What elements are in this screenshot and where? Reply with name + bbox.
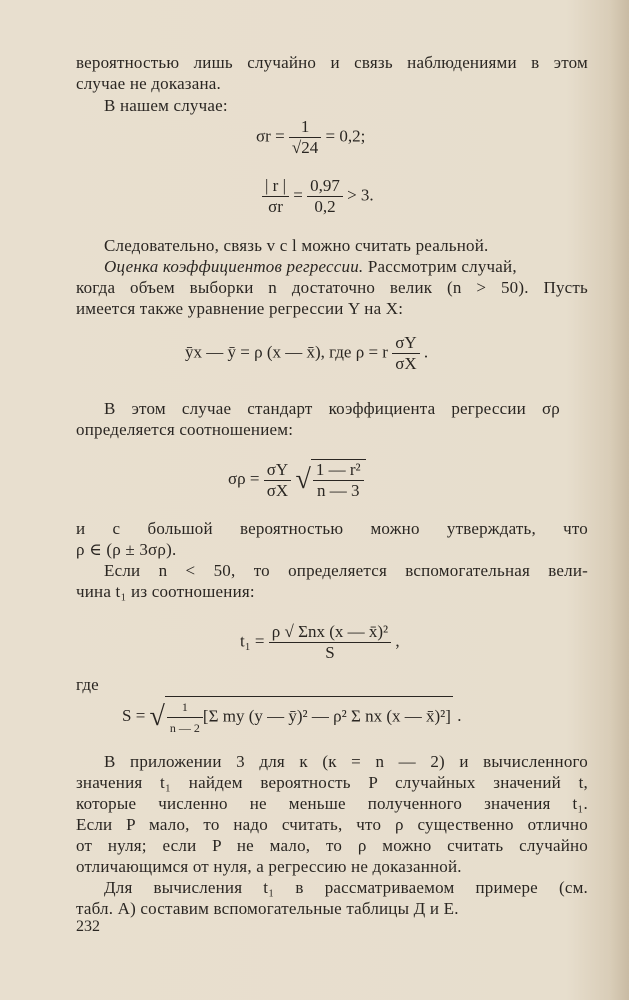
formula-end: , bbox=[395, 631, 400, 651]
text-line: В приложении 3 для к (к = n — 2) и вычисленного bbox=[104, 752, 588, 771]
formula-lhs: ȳx — ȳ = ρ (x — x̄), где ρ = r bbox=[185, 342, 388, 362]
denominator: σX bbox=[395, 354, 417, 373]
numerator: ρ √ Σnx (x — x̄)² bbox=[269, 622, 391, 643]
text-line: от нуля; если P не мало, то ρ можно считать случайно bbox=[76, 836, 588, 855]
italic-heading: Оценка коэффициентов регрессии. bbox=[104, 257, 364, 276]
formula-S bbox=[122, 696, 461, 738]
denominator: √24 bbox=[291, 138, 319, 157]
equals-sign: = bbox=[293, 185, 303, 205]
fraction bbox=[313, 460, 364, 501]
formula-lhs: σr = bbox=[256, 126, 285, 146]
formula-ratio bbox=[262, 176, 374, 217]
denominator: n — 2 bbox=[169, 721, 200, 735]
numerator: 0,97 bbox=[307, 176, 343, 197]
formula-lhs: σρ = bbox=[228, 468, 260, 488]
text-line: ρ ∈ (ρ ± 3σρ). bbox=[76, 540, 177, 559]
numerator: σY bbox=[264, 460, 291, 481]
fraction bbox=[289, 117, 321, 158]
formula-sigma-rho bbox=[228, 459, 366, 501]
text-line: чина t₁ из соотношения: bbox=[76, 582, 255, 601]
numerator: 1 — r² bbox=[313, 460, 364, 481]
fraction bbox=[264, 460, 291, 501]
text-line: В этом случае стандарт коэффициента регрессии σρ bbox=[104, 399, 560, 418]
formula-lhs: t₁ = bbox=[240, 631, 265, 651]
radicand bbox=[311, 459, 366, 501]
text-line: В нашем случае: bbox=[104, 96, 228, 115]
numerator: σY bbox=[392, 333, 419, 354]
text-line: случае не доказана. bbox=[76, 74, 221, 93]
text-line: Если n < 50, то определяется вспомогательная вели- bbox=[104, 561, 588, 580]
formula-end: . bbox=[423, 342, 429, 362]
text-line: и с большой вероятностью можно утверждать, что bbox=[76, 519, 588, 538]
text-line: Если P мало, то надо считать, что ρ существенно отлично bbox=[76, 815, 588, 834]
bracket-expression: [Σ my (y — ȳ)² — ρ² Σ nx (x — x̄)²] bbox=[202, 706, 451, 726]
denominator: σX bbox=[266, 480, 289, 500]
radical-sign: √ bbox=[295, 464, 311, 495]
numerator: | r | bbox=[262, 176, 289, 197]
text-line bbox=[104, 256, 588, 277]
denominator: S bbox=[325, 643, 335, 662]
text-line: где bbox=[76, 675, 99, 694]
text-line: когда объем выборки n достаточно велик (n > 50). Пусть bbox=[76, 278, 588, 297]
formula-sigma-r bbox=[256, 117, 365, 158]
formula-regression bbox=[185, 333, 428, 374]
denominator: σr bbox=[268, 197, 283, 216]
fraction bbox=[269, 622, 391, 663]
denominator: 0,2 bbox=[314, 197, 336, 216]
text-line: табл. А) составим вспомогательные таблицы Д и Е. bbox=[76, 899, 459, 918]
formula-rhs: = 0,2; bbox=[325, 126, 366, 146]
radicand bbox=[165, 696, 453, 738]
text-line: вероятностью лишь случайно и связь наблюдениями в этом bbox=[76, 53, 588, 72]
numerator: 1 bbox=[167, 697, 203, 718]
fraction bbox=[307, 176, 343, 217]
text-line: определяется соотношением: bbox=[76, 420, 294, 439]
text-line: имеется также уравнение регрессии Y на X: bbox=[76, 299, 404, 318]
denominator: n — 3 bbox=[316, 481, 360, 500]
text-line: отличающимся от нуля, а регрессию не доказанной. bbox=[76, 857, 462, 876]
formula-lhs: S = bbox=[122, 705, 146, 725]
fraction bbox=[262, 176, 289, 217]
text-line: которые численно не меньше полученного значения t₁. bbox=[76, 794, 588, 813]
text-line: Следовательно, связь v с l можно считать реальной. bbox=[104, 236, 489, 255]
fraction bbox=[167, 697, 203, 738]
radical-sign: √ bbox=[149, 701, 165, 732]
numerator: 1 bbox=[289, 117, 321, 138]
page-number: 232 bbox=[76, 918, 100, 935]
formula-end: . bbox=[457, 705, 462, 725]
formula-t1 bbox=[240, 622, 400, 663]
text-line: Для вычисления t₁ в рассматриваемом примере (см. bbox=[104, 878, 588, 897]
text-span: Рассмотрим случай, bbox=[367, 257, 517, 276]
formula-rhs: > 3. bbox=[347, 185, 374, 205]
fraction bbox=[392, 333, 419, 374]
text-line: значения t₁ найдем вероятность P случайных значений t, bbox=[76, 773, 588, 792]
